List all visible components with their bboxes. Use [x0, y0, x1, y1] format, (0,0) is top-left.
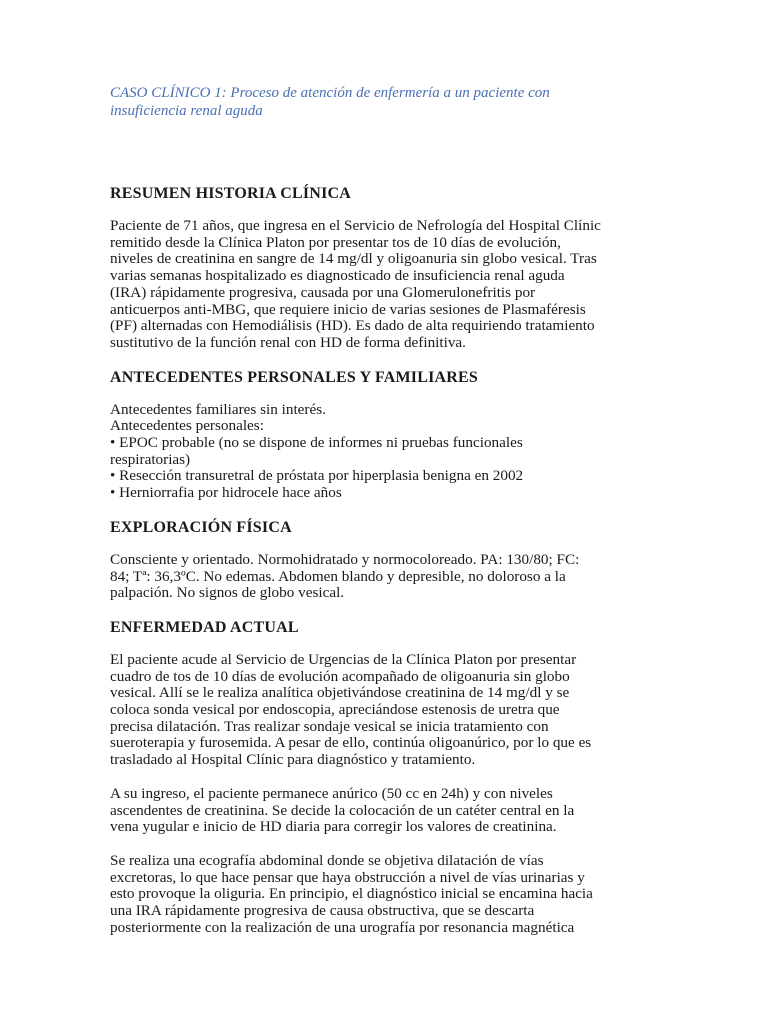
- list-item: • EPOC probable (no se dispone de informes ni pruebas funcionales: [110, 434, 523, 452]
- text-line: vesical. Allí se le realiza analítica objetivándose creatinina de 14 mg/dl y se: [110, 684, 570, 702]
- section-heading: ENFERMEDAD ACTUAL: [110, 618, 299, 636]
- paragraph: [110, 652, 688, 769]
- text-line: cuadro de tos de 10 días de evolución acompañado de oligoanuria sin globo: [110, 667, 570, 685]
- text-line: Se realiza una ecografía abdominal donde se objetiva dilatación de vías: [110, 851, 544, 869]
- section-heading: ANTECEDENTES PERSONALES Y FAMILIARES: [110, 368, 479, 386]
- document-title: [110, 84, 688, 120]
- title-line: CASO CLÍNICO 1: Proceso de atención de enfermería a un paciente con: [110, 85, 550, 101]
- text-line: trasladado al Hospital Clínic para diagnóstico y tratamiento.: [110, 751, 476, 769]
- text-line: (IRA) rápidamente progresiva, causada por una Glomerulonefritis por: [110, 283, 536, 301]
- text-line: Paciente de 71 años, que ingresa en el Servicio de Nefrología del Hospital Clínic: [110, 217, 601, 234]
- text-line: excretoras, lo que hace pensar que haya obstrucción a nivel de vías urinarias y: [110, 868, 585, 886]
- text-line: 84; Tª: 36,3ºC. No edemas. Abdomen blando y depresible, no doloroso a la: [110, 567, 566, 585]
- text-line: palpación. No signos de globo vesical.: [110, 584, 345, 602]
- text-line: respiratorias): [110, 450, 191, 468]
- text-line: ascendentes de creatinina. Se decide la colocación de un catéter central en la: [110, 801, 575, 819]
- text-line: varias semanas hospitalizado es diagnosticado de insuficiencia renal aguda: [110, 267, 565, 285]
- section-resumen-historia-clinica: [110, 184, 688, 352]
- title-line: insuficiencia renal aguda: [110, 103, 263, 119]
- text-line: remitido desde la Clínica Platon por presentar tos de 10 días de evolución,: [110, 233, 561, 251]
- paragraph: [110, 853, 688, 937]
- text-line: esto provoque la oliguria. En principio, el diagnóstico inicial se encamina hacia: [110, 885, 593, 903]
- paragraph: [110, 218, 688, 352]
- section-exploracion-fisica: [110, 518, 688, 602]
- section-heading: RESUMEN HISTORIA CLÍNICA: [110, 185, 352, 202]
- section-heading: EXPLORACIÓN FÍSICA: [110, 518, 292, 536]
- text-line: A su ingreso, el paciente permanece anúrico (50 cc en 24h) y con niveles: [110, 784, 553, 802]
- text-line: precisa dilatación. Tras realizar sondaje vesical se inicia tratamiento con: [110, 717, 549, 735]
- paragraph: [110, 786, 688, 836]
- paragraph: [110, 402, 688, 502]
- list-item: • Resección transuretral de próstata por hiperplasia benigna en 2002: [110, 467, 524, 485]
- text-line: coloca sonda vesical por endoscopia, apreciándose estenosis de uretra que: [110, 701, 560, 719]
- text-line: anticuerpos anti-MBG, que requiere inicio de varias sesiones de Plasmaféresis: [110, 300, 586, 318]
- section-antecedentes: [110, 368, 688, 502]
- text-line: El paciente acude al Servicio de Urgencias de la Clínica Platon por presentar: [110, 650, 577, 668]
- text-line: Antecedentes personales:: [110, 417, 264, 435]
- text-line: posteriormente con la realización de una urografía por resonancia magnética: [110, 918, 575, 936]
- text-line: vena yugular e inicio de HD diaria para corregir los valores de creatinina.: [110, 818, 557, 836]
- text-line: (PF) alternadas con Hemodiálisis (HD). Es dado de alta requiriendo tratamiento: [110, 317, 595, 335]
- text-line: sueroterapia y furosemida. A pesar de ello, continúa oligoanúrico, por lo que es: [110, 734, 592, 752]
- section-enfermedad-actual: [110, 618, 688, 937]
- text-line: Consciente y orientado. Normohidratado y normocoloreado. PA: 130/80; FC:: [110, 550, 580, 568]
- text-line: niveles de creatinina en sangre de 14 mg/dl y oligoanuria sin globo vesical. Tras: [110, 250, 597, 268]
- text-line: Antecedentes familiares sin interés.: [110, 400, 326, 418]
- list-item: • Herniorrafia por hidrocele hace años: [110, 484, 342, 502]
- text-line: una IRA rápidamente progresiva de causa obstructiva, que se descarta: [110, 902, 535, 920]
- text-line: sustitutivo de la función renal con HD de forma definitiva.: [110, 333, 466, 351]
- paragraph: [110, 552, 688, 602]
